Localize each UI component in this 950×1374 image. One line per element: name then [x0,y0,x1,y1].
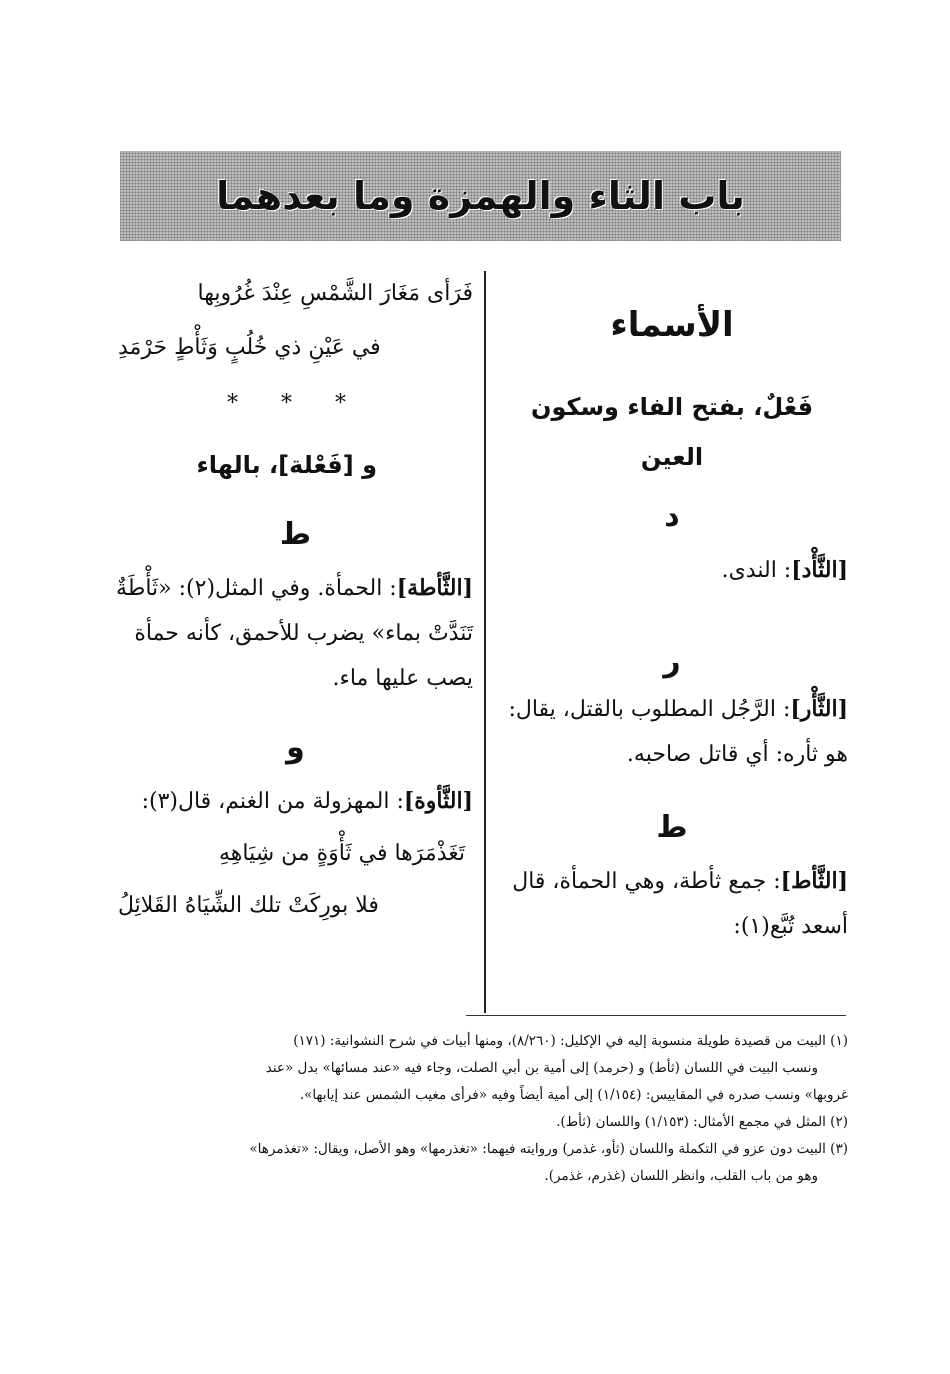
pattern-desc: ، بفتح الفاء وسكون العين [530,393,763,471]
entry-line [496,548,848,593]
section-heading: الأسماء [610,305,734,345]
footnote-line: ونسب البيت في اللسان (ثأط) و (حرمد) إلى أمية بن أبي الصلت، وجاء فيه «عند مسائها» بدل «عند [265,1060,818,1076]
chapter-banner [120,151,841,241]
entry-term: [الثَّأوة] [403,788,473,814]
footnote-line: (١) البيت من قصيدة طويلة منسوبة إليه في الإكليل: (٨/٢٦٠)، ومنها أبيات في شرح النشوانية: (١٧١) [293,1033,848,1049]
entry-text: أسعد تُبَّع(١): [733,914,848,939]
entry-line [496,732,848,777]
poem-line: في عَيْنِ ذي خُلُبٍ وَثَأْطٍ حَرْمَدِ [118,335,381,360]
footnote-line: وهو من باب القلب، وانظر اللسان (غذرم، غذمر). [544,1168,818,1184]
footnote-line: (٣) البيت دون عزو في التكملة واللسان (ثأو، غذمر) وروايته فيهما: «تغذرمها» وهو الأصل، ويقال: «تغذمرها» [249,1141,848,1157]
entry-term: [الثَّأْد] [791,557,848,583]
entry-text: تَنَدَّتْ بماء» يضرب للأحمق، كأنه حمأة [134,621,473,646]
poem-line: تَغَذْمَرَها في ثَأْوَةٍ من شِيَاهِهِ [218,841,465,866]
entry-term: [الثَّأط] [780,868,848,894]
letter-heading-waw: و [286,730,305,765]
pattern-word: فَعْلٌ [762,393,814,421]
poem-line: فَرَأى مَغَارَ الشَّمْسِ عِنْدَ غُرُوبِها [197,281,473,306]
letter-heading-ra: ر [663,644,681,679]
footnotes [100,1028,848,1190]
entry-line [118,611,473,656]
letter-heading-dal: د [664,499,680,534]
entry-text: هو ثأره: أي قاتل صاحبه. [626,742,848,767]
entry-text: : الحمأة. وفي المثل(٢): «ثَأْطَةٌ [116,576,397,601]
entry-term: [الثَّأطة] [396,575,473,601]
entry-line [118,779,473,824]
chapter-title: باب الثاء والهمزة وما بعدهما [216,174,745,218]
entry-line [118,656,473,701]
entry-text: : المهزولة من الغنم، قال(٣): [141,789,404,814]
footnote-line: (٢) المثل في مجمع الأمثال: (١/١٥٣) واللسان (ثأط). [556,1114,848,1130]
column-divider [484,271,486,1013]
entry-text: : الندى. [721,558,792,583]
right-column [496,290,848,949]
entry-line [496,904,848,949]
stars-separator: * * * [227,391,364,416]
entry-line [496,687,848,732]
poem-line: فلا بورِكَتْ تلك الشِّيَاهُ القَلائِلُ [118,893,379,918]
pattern-heading [496,382,848,482]
footnote-line: غروبها» ونسب صدره في المقاييس: (١/١٥٤) إلى أمية أيضاً وفيه «فرأى مغيب الشمس عند إيابها». [299,1087,848,1103]
entry-text: يصب عليها ماء. [332,666,473,691]
subheading: و [فَعْلة]، بالهاء [196,451,377,479]
letter-heading-ta: ط [279,517,312,552]
entry-line [496,859,848,904]
footnote-rule [466,1015,846,1016]
letter-heading-ta: ط [656,810,688,845]
entry-text: : جمع ثأطة، وهي الحمأة، قال [512,869,781,894]
entry-line [118,566,473,611]
left-column [118,272,473,928]
entry-term: [الثَّأْر] [790,696,848,722]
entry-text: : الرَّجُل المطلوب بالقتل، يقال: [508,697,791,722]
